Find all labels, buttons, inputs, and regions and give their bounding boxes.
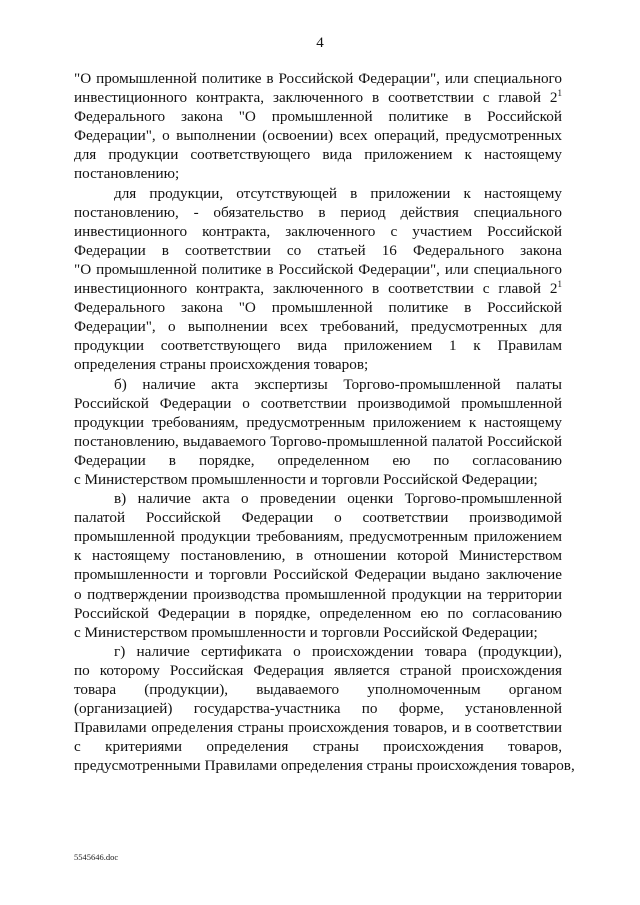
text-line-content: б) наличие акта экспертизы Торгово-промышленной палаты [114,375,562,393]
text-line [74,737,562,756]
text-line-content: постановлению; [74,165,180,183]
text-line-content: Федерации", о выполнении (освоении) всех операций, предусмотренных [74,127,562,145]
text-line [74,604,562,623]
text-line-content: Федерального закона "О промышленной политике в Российской [74,299,562,317]
text-line [74,470,562,489]
text-line [74,317,562,336]
text-line-content: (организацией) государства-участника по форме, установленной [74,700,562,718]
text-line-content: для продукции соответствующего вида приложением к настоящему [74,146,562,164]
text-line-content: для продукции, отсутствующей в приложении к настоящему [114,184,562,202]
text-line-content: продукции соответствующего вида приложением 1 к Правилам [74,337,562,355]
text-line [74,642,562,661]
text-line-content: в) наличие акта о проведении оценки Торгово-промышленной [114,490,562,508]
text-line-content: Федерации в соответствии со статьей 16 Федерального закона [74,241,562,259]
text-line-content: Российской Федерации в порядке, определенном ею по согласованию [74,604,562,622]
text-line-content: "О промышленной политике в Российской Федерации", или специального [74,260,562,278]
text-line [74,241,562,260]
text-line-content: инвестиционного контракта, заключенного с участием Российской [74,222,562,240]
text-line [74,680,562,699]
text-line [74,260,562,279]
text-line [74,164,562,183]
text-line [74,699,562,718]
text-line [74,661,562,680]
text-line [74,585,562,604]
text-line-content: инвестиционного контракта, заключенного в соответствии с главой 2 [74,89,558,107]
text-line-content: товара (продукции), выдаваемого уполномоченным органом [74,681,562,698]
text-line-content: о подтверждении производства промышленной продукции на территории [74,585,562,603]
text-line [74,375,562,394]
text-line-content: Федерации", о выполнении всех требований, предусмотренных для [74,318,562,336]
text-line-content: промышленной продукции требованиям, предусмотренным приложением [74,528,562,546]
footer-file-name: 5545646.doc [74,852,119,862]
text-line-content: Федерального закона "О промышленной политике в Российской [74,108,562,126]
text-line [74,756,575,775]
text-line [74,69,562,88]
text-line [74,489,562,508]
text-line-content: Федерации в порядке, определенном ею по согласованию [74,451,562,469]
text-line [74,718,562,737]
text-line [74,394,562,413]
text-line [74,222,562,241]
text-line-content: промышленности и торговли Российской Федерации выдано заключение [74,566,562,584]
text-line [74,413,562,432]
text-line [74,546,562,565]
text-line [74,298,562,317]
text-line-content: "О промышленной политике в Российской Федерации", или специального [74,70,562,87]
text-line-content: предусмотренными Правилами определения страны происхождения товаров, [74,757,575,775]
document-body [74,69,575,775]
text-line-content: с Министерством промышленности и торговли Российской Федерации; [74,623,538,641]
text-line [74,184,562,203]
text-line-content: к настоящему постановлению, в отношении которой Министерством [74,547,562,565]
text-line-content: Российской Федерации о соответствии производимой промышленной [74,394,562,412]
text-line [74,279,562,298]
text-line-content: Правилами определения страны происхождения товаров, и в соответствии [74,719,562,737]
text-line [74,126,562,145]
text-line-content: определения страны происхождения товаров; [74,356,369,374]
text-line [74,203,562,222]
text-line-content: с Министерством промышленности и торговли Российской Федерации; [74,470,538,488]
text-line-content: постановлению, - обязательство в период действия специального [74,203,562,221]
text-line [74,336,562,355]
text-line-content: г) наличие сертификата о происхождении товара (продукции), [114,642,562,660]
text-line [74,565,562,584]
text-line [74,432,562,451]
superscript: 1 [557,88,562,99]
text-line-content: палатой Российской Федерации о соответствии производимой [74,509,562,527]
text-line [74,107,562,126]
text-line-content: продукции требованиям, предусмотренным приложением к настоящему [74,413,562,431]
text-line [74,451,562,470]
text-line [74,527,562,546]
text-line-content: постановлению, выдаваемого Торгово-промышленной палатой Российской [74,432,562,450]
text-line [74,508,562,527]
superscript: 1 [557,279,562,290]
text-line [74,623,562,642]
text-line [74,88,562,107]
text-line-content: по которому Российская Федерация является страной происхождения [74,661,562,679]
text-line-content: инвестиционного контракта, заключенного в соответствии с главой 2 [74,280,558,298]
page-number: 4 [316,35,324,51]
text-line [74,145,562,164]
text-line-content: с критериями определения страны происхождения товаров, [74,738,562,756]
text-line [74,355,562,374]
